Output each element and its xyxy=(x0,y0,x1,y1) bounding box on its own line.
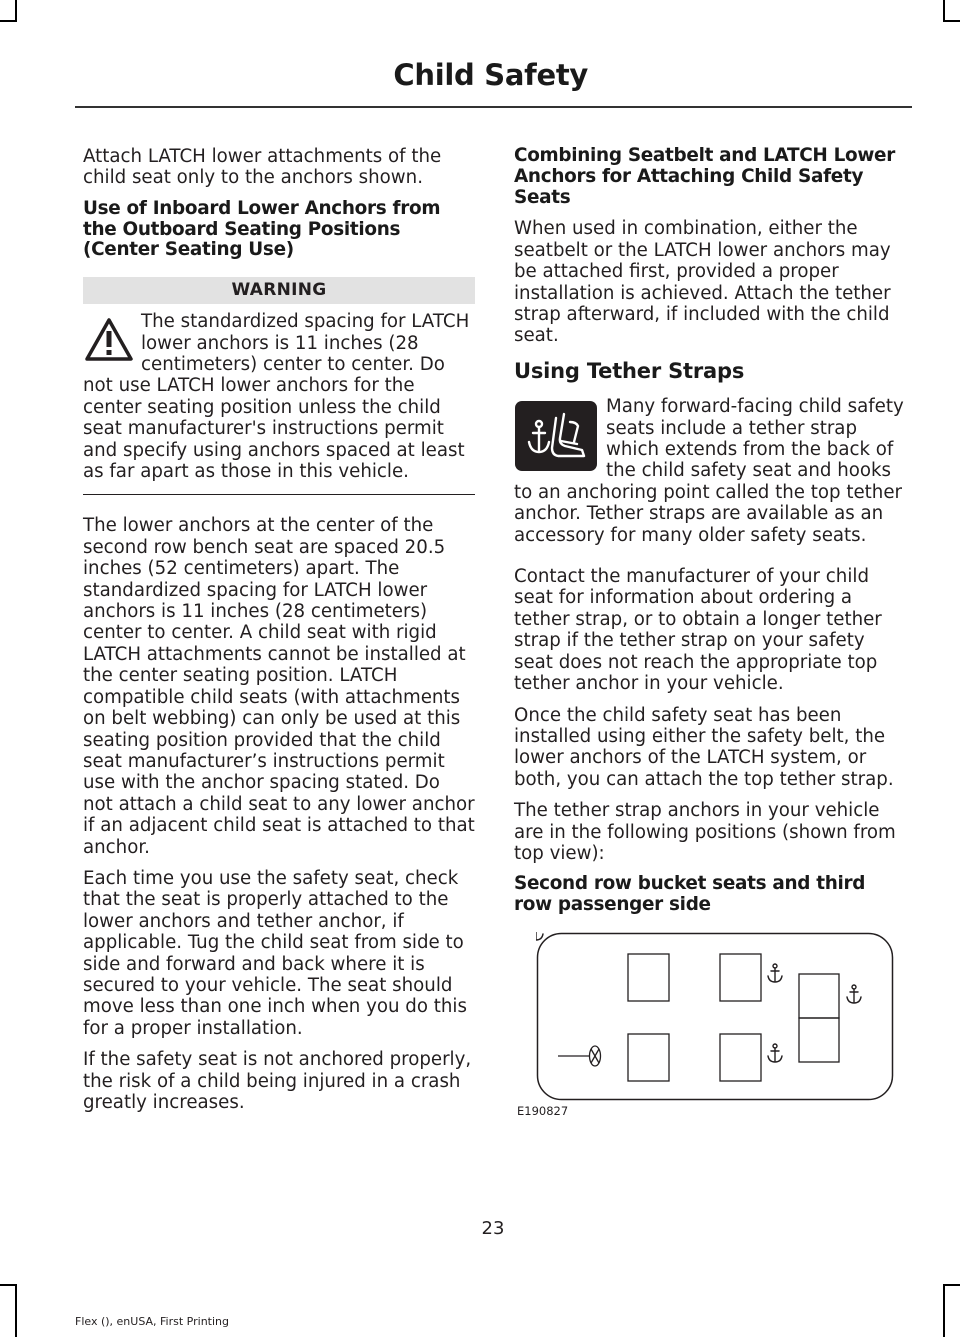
crop-mark xyxy=(15,0,17,20)
lower-anchors-paragraph: The lower anchors at the center of the second row bench seat are spaced 20.5 inches (52 centimeters) apart. The standardized spacing for LATCH lower anchors is 11 inches (28 centimeters) center to center. A child seat with rigid LATCH attachments cannot be installed at the center seating position. LATCH compatible child seats (with attachments on belt webbing) can only be used at this seating position provided that the child seat manufacturer’s instructions permit use with the anchor spacing stated. Do not attach a child seat to any lower anchor if an adjacent child seat is attached to that anchor. xyxy=(83,515,475,858)
seat-front-driver xyxy=(628,1034,669,1081)
section-heading-tether: Using Tether Straps xyxy=(514,358,745,383)
crop-mark xyxy=(943,1284,960,1286)
edition-footer: Flex (), enUSA, First Printing xyxy=(75,1315,229,1328)
crop-mark xyxy=(943,1284,945,1337)
section-heading: Use of Inboard Lower Anchors from the Outboard Seating Positions (Center Seating Use) xyxy=(83,197,441,261)
many-forward-facing-paragraph: Many forward-facing child safety seats include a tether strap which extends from the back of the child safety seat and hooks to an anchoring point called the top tether anchor. Tether straps are available as an accessory for many older safety seats. xyxy=(514,396,904,546)
seat-second-row-left xyxy=(720,1034,761,1081)
figure-id: E190827 xyxy=(517,1104,569,1118)
crop-mark xyxy=(943,20,960,22)
not-anchored-paragraph: If the safety seat is not anchored properly, the risk of a child being injured in a crash greatly increases. xyxy=(83,1049,472,1114)
warning-box xyxy=(83,311,475,495)
header-divider xyxy=(75,106,912,108)
tether-intro xyxy=(514,396,908,546)
crop-mark xyxy=(943,0,945,20)
section-heading: Combining Seatbelt and LATCH Lower Anchors for Attaching Child Safety Seats xyxy=(514,145,895,208)
warning-title: WARNING xyxy=(83,277,475,304)
seat-front-passenger xyxy=(628,954,669,1001)
anchor-icon xyxy=(768,1044,782,1062)
anchor-icon xyxy=(768,964,782,982)
crop-mark xyxy=(0,20,17,22)
anchor-positions-diagram xyxy=(536,932,894,1102)
steering-wheel-icon xyxy=(558,1046,601,1066)
crop-mark xyxy=(15,1284,17,1337)
right-column xyxy=(514,146,908,926)
left-column xyxy=(83,146,475,1123)
seat-third-row-upper xyxy=(799,974,839,1018)
seat-second-row-right xyxy=(720,954,761,1001)
each-time-paragraph: Each time you use the safety seat, check that the seat is properly attached to the lower anchors and tether anchor, if applicable. Tug the child seat from side to side and forward and back where it is secured to your vehicle. The seat should move less than one inch when you do this for a proper installation. xyxy=(83,867,467,1039)
seat-third-row-lower xyxy=(799,1018,839,1062)
page-number: 23 xyxy=(481,1218,505,1239)
second-row-heading: Second row bucket seats and third row passenger side xyxy=(514,873,866,916)
contact-paragraph: Contact the manufacturer of your child seat for information about ordering a tether strap, or to obtain a longer tether strap if the tether strap on your safety seat does not reach the appropriate top tether anchor in your vehicle. xyxy=(514,566,882,695)
anchor-icon xyxy=(847,985,861,1003)
combination-paragraph: When used in combination, either the seatbelt or the LATCH lower anchors may be attached first, provided a proper installation is achieved. Attach the tether strap afterward, if included with the child seat. xyxy=(514,218,891,347)
once-installed-paragraph: Once the child safety seat has been installed using either the safety belt, the lower anchors of the LATCH system, or both, you can attach the top tether strap. xyxy=(514,704,894,790)
anchor-icon xyxy=(536,932,543,940)
intro-paragraph: Attach LATCH lower attachments of the child seat only to the anchors shown. xyxy=(83,146,442,189)
warning-triangle-icon xyxy=(83,315,135,365)
warning-text: The standardized spacing for LATCH lower anchors is 11 inches (28 centimeters) center to center. Do not use LATCH lower anchors for the center seating position unless the child seat manufacturer's instructions permit and specify using anchors spaced at least as far apart as those in this vehicle. xyxy=(83,311,470,483)
child-seat-tether-icon xyxy=(514,400,598,472)
positions-paragraph: The tether strap anchors in your vehicle are in the following positions (shown from top view): xyxy=(514,800,896,864)
page-title: Child Safety xyxy=(393,58,588,92)
